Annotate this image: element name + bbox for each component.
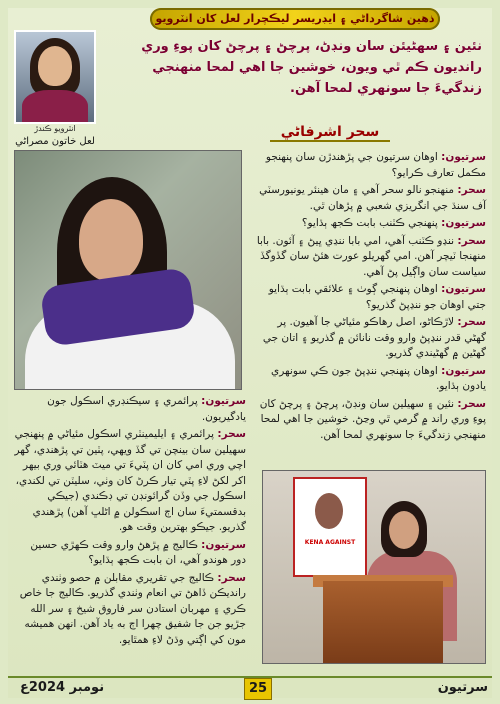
qa-paragraph: سحر: ننڍو ڪٽنب آهي، امي بابا ننڍي ڀيڻ ۽ آئون. بابا منهنجا ٽيچر آهن. امي گهريلو عورت هئڻ سان گڏوگڏ سياست سان واڳيل پڻ آهي. (256, 234, 486, 278)
headline: نئين ۽ سهڻيئن سان ونڊڻ، پرچڻ ۽ پرچڻ کان پوءِ وري رانديون ڪم ٿي ويون، خوشين جا اهي لمحا منهنجي زندگيءَ جا سونهري لمحا آهن. (141, 39, 482, 96)
qa-paragraph: سحر: منهنجو نالو سحر آهي ۽ مان هينئر يونيورسٽي آف سنڌ جي انگريزي شعبي ۾ پڙهان ٿي. (259, 184, 486, 212)
interviewer-name: لعل خاتون مصراڻي (15, 136, 95, 147)
qa-paragraph: سحر: نئين ۽ سهيلين سان ونڊڻ، پرچڻ ۽ پرچڻ کان پوءِ وري راند ۾ گرمي ٿي وڃڻ. خوشين جا اهي لمحا منهنجي زندگيءَ جا سونهري لمحا آهن. (259, 397, 486, 441)
podium (323, 581, 443, 663)
magazine-name: سرتيون (437, 680, 488, 695)
poster-text: KENA AGAINST (304, 539, 356, 546)
interviewee-photo (14, 150, 242, 390)
right-column (254, 150, 486, 445)
qa-paragraph: سحر: لاڙڪاڻو، اصل رهاڪو مئياڻي جا آهيون. پر گهڻي قدر ننڍپڻ وارو وقت نانائن ۾ گذريو ۽ اتان جي گهڻين ۾ گهڻيندي گذريو. (262, 316, 486, 359)
page-number: 25 (244, 678, 272, 700)
poster (293, 477, 367, 577)
title-banner (150, 8, 440, 30)
interviewer-label: انٽرويو ڪندڙ (34, 124, 76, 133)
left-column (14, 394, 246, 650)
qa-paragraph: سرتيون: اوهان پنهنجي ڳوٺ ۽ علائقي بابت ٻڌايو جتي اوهان جو ننڍپڻ گذريو؟ (268, 283, 486, 311)
page-footer (8, 676, 492, 700)
qa-paragraph: سرتيون: اوهان سرتيون جي پڙهندڙن سان پنهنجو مڪمل تعارف ڪرايو؟ (265, 151, 486, 179)
qa-paragraph: سحر: ڪاليج جي تقريري مقابلن ۾ حصو وٺندي رانديڪن ڏاهڻ تي انعام وٺندي گذريو. ڪاليج جا خاص ڪري ۽ مهربان استادن سر فاروق شيخ ۽ سر الله جڙيو جن جا شفيق چهرا اڄ به ياد آهن. انهن هميشه مون کي اڳتي وڌڻ لاءِ همٿايو. (19, 571, 246, 646)
podium-photo (262, 470, 486, 664)
author-name: سحر اشرفاڻي (270, 124, 390, 142)
banner-text: ذهين شاگرداڻي ۽ ايڊريسر ليڪچرار لعل کان انٽرويو (155, 12, 435, 25)
qa-paragraph: سرتيون: پرائمري ۽ سيڪنڊري اسڪول جون يادگيريون. (47, 395, 246, 423)
issue-date: نومبر 2024ع (20, 680, 105, 695)
qa-paragraph: سرتيون: پنهنجي ڪٽنب بابت ڪجھ ٻڌايو؟ (301, 217, 486, 229)
qa-paragraph: سرتيون: ڪاليج ۾ پڙهڻ وارو وقت ڪهڙي حسين دور هوندو آهي، ان بابت ڪجھ ٻڌايو؟ (30, 538, 246, 566)
interviewer-photo (14, 30, 96, 124)
qa-paragraph: سرتيون: اوهان پنهنجي ننڍپڻ جون ڪي سونهري يادون ٻڌايو. (271, 364, 486, 392)
qa-paragraph: سحر: پرائمري ۽ ايليمينٽري اسڪول مئياڻي ۾ پنهنجي سهيلين سان بينچن تي گڏ ويهي، پٽين تي پڙهندي، گهر اچي وري امي کان ان پٽيءَ تي ميٽ هٽائي وري بيهر اکر لکڻ لاءِ پٽي تيار ڪرڻ کان وٺي، سليٽن تي لکندي، اسڪول جي وڏن گرائونڊن تي ڊڪندي (جيڪي بدقسمتيءَ سان اڄ اسڪولن ۾ اڻلڀ آهن) پڙهندي گذريو. جيڪو بهترين وقت هو. (14, 428, 246, 533)
